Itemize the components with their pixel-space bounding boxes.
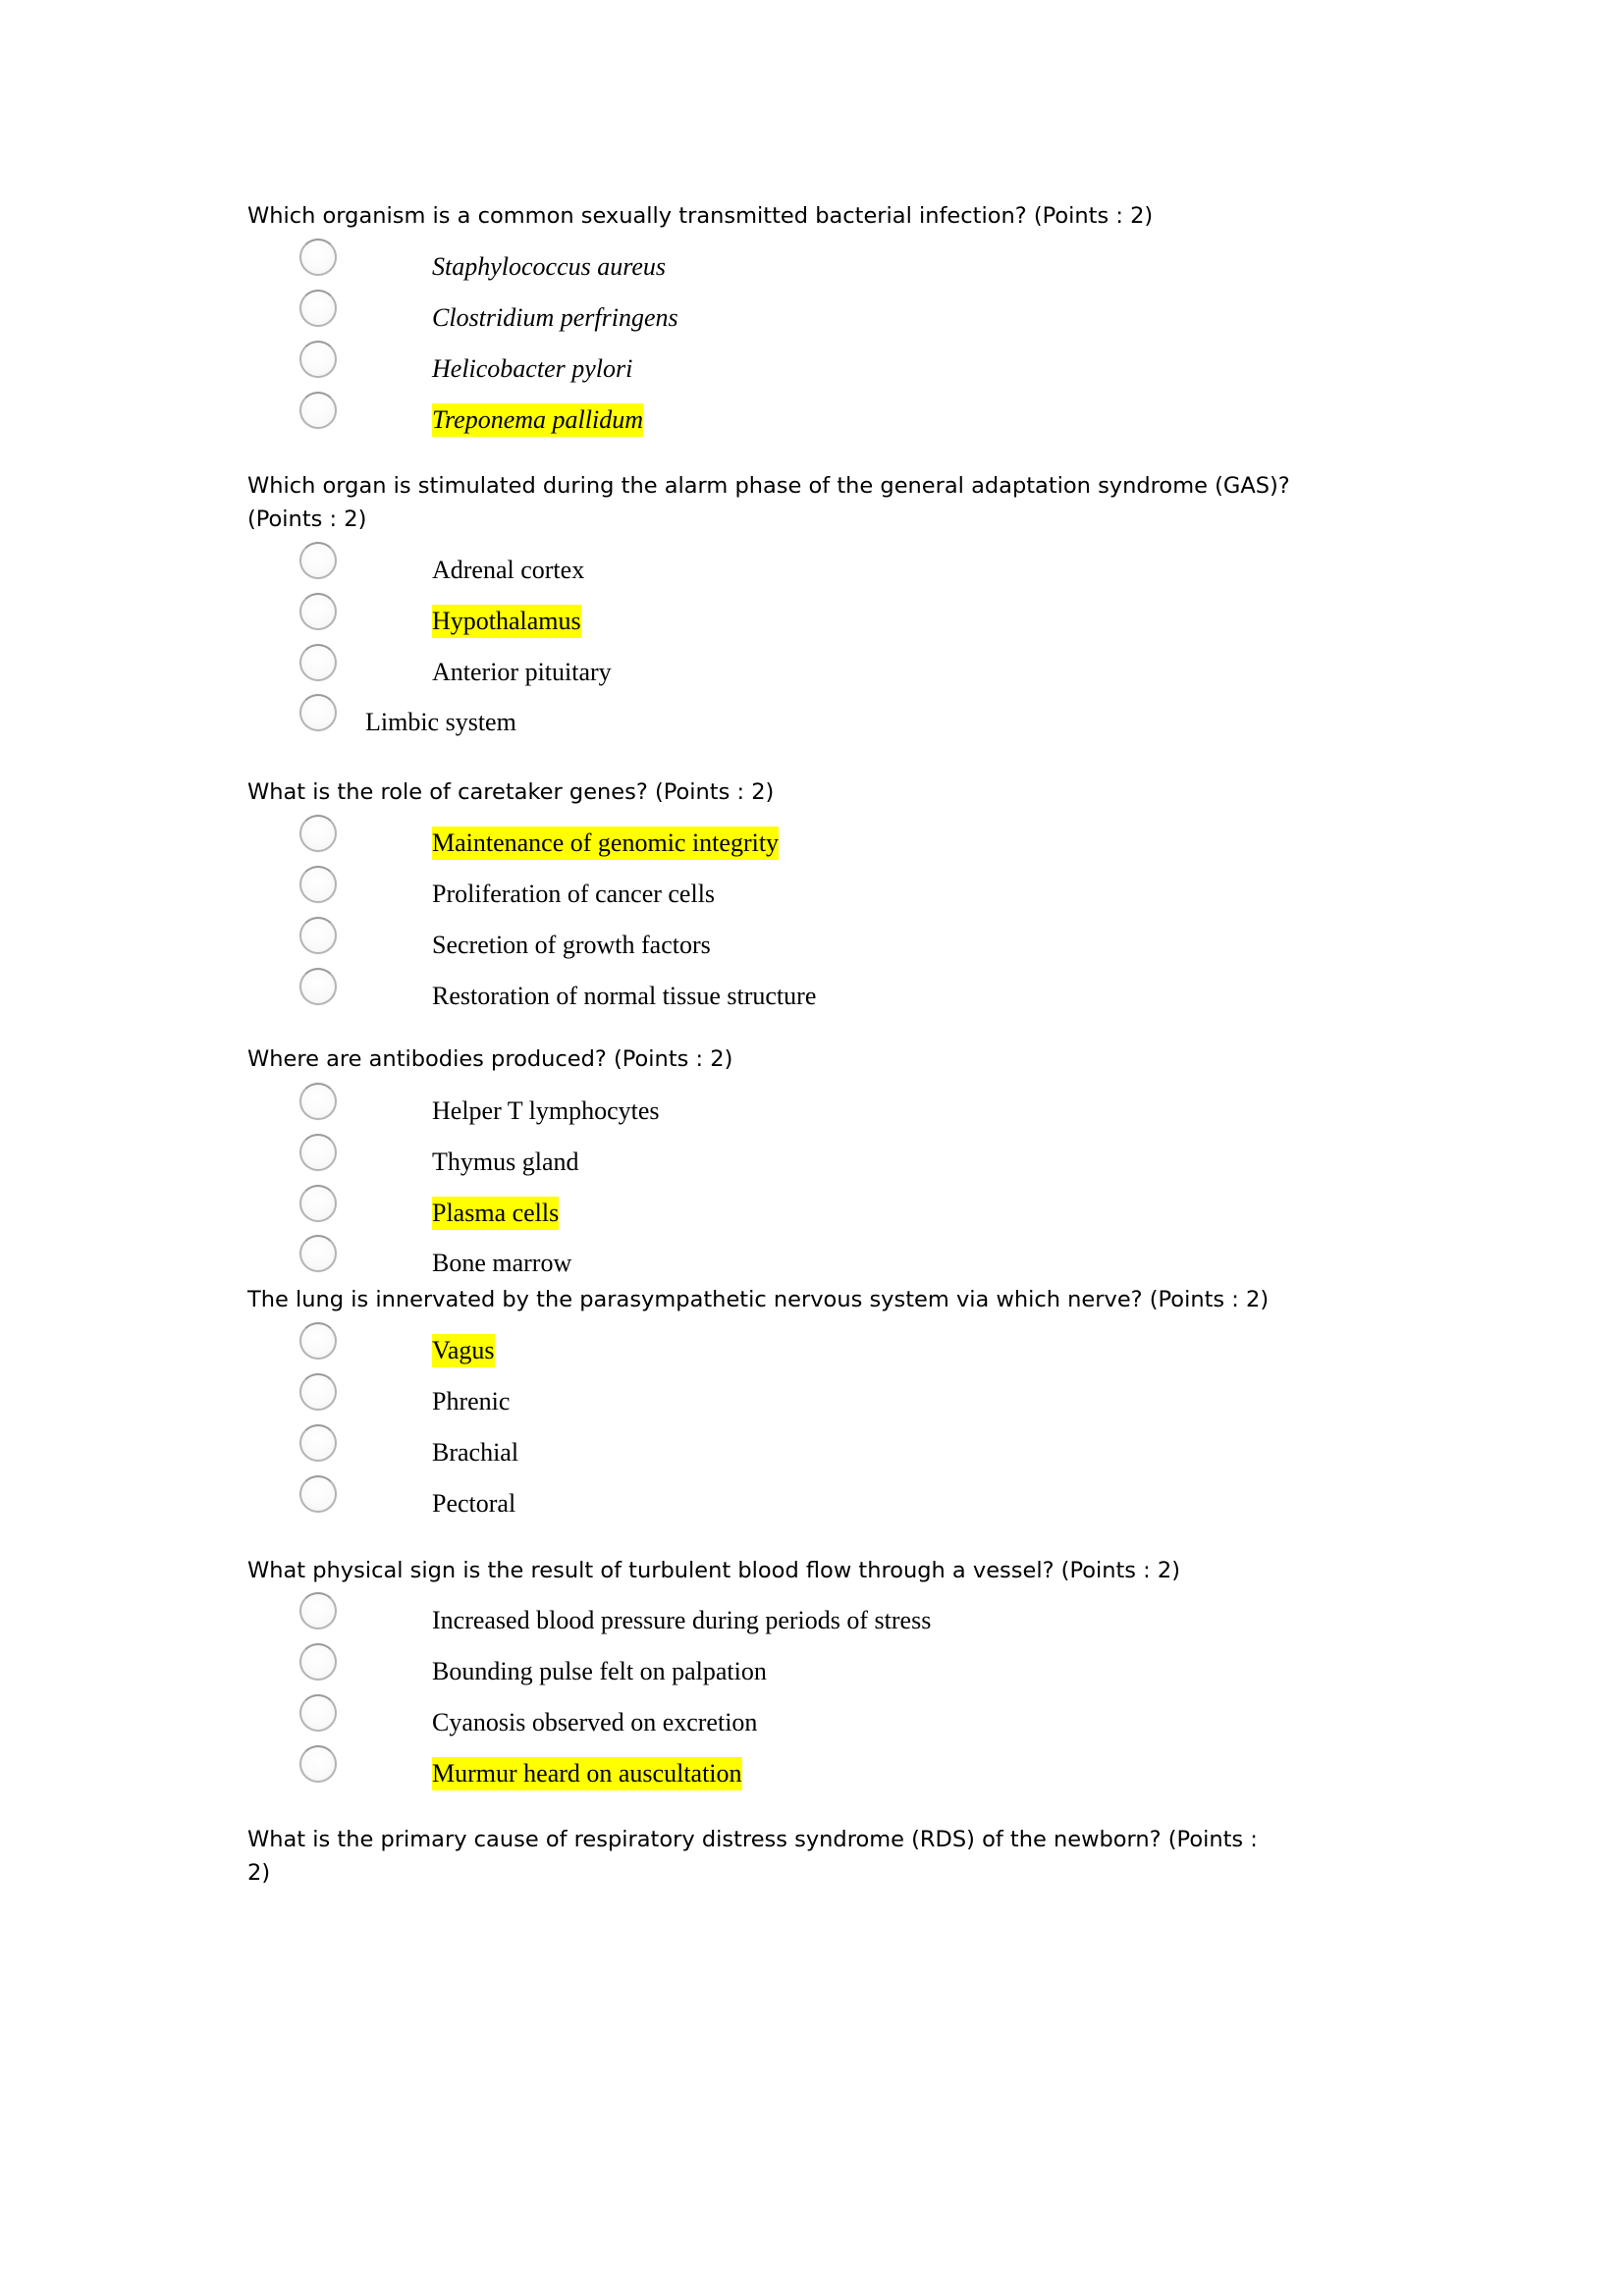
- radio-button[interactable]: [299, 1322, 337, 1360]
- answer-label: Clostridium perfringens: [432, 303, 678, 332]
- answer-option[interactable]: [299, 694, 1183, 736]
- answer-label: Phrenic: [432, 1387, 511, 1415]
- answer-option[interactable]: [299, 239, 1183, 281]
- radio-button[interactable]: [299, 239, 337, 276]
- answer-option[interactable]: [299, 1322, 1183, 1362]
- question-6: [247, 1554, 1524, 1587]
- answer-option[interactable]: [299, 1083, 1183, 1125]
- answer-label: Restoration of normal tissue structure: [432, 982, 817, 1010]
- answer-option[interactable]: [299, 815, 1183, 857]
- highlighted-answer-label: Plasma cells: [432, 1197, 559, 1230]
- highlighted-answer-label: Treponema pallidum: [432, 403, 643, 437]
- radio-button[interactable]: [299, 341, 337, 378]
- answer-label: Thymus gland: [432, 1148, 579, 1176]
- question-3: [247, 775, 1524, 809]
- answer-option[interactable]: [299, 1235, 1183, 1277]
- radio-button[interactable]: [299, 593, 337, 630]
- radio-button[interactable]: [299, 1373, 337, 1411]
- radio-button[interactable]: [299, 1643, 337, 1681]
- answer-label: Helicobacter pylori: [432, 354, 633, 383]
- answer-option[interactable]: [299, 1475, 1183, 1518]
- answer-option[interactable]: [299, 968, 1183, 1010]
- answer-option[interactable]: [299, 866, 1183, 908]
- answer-option[interactable]: [299, 1424, 1183, 1467]
- question-text: Which organism is a common sexually transmitted bacterial infection? (Points : 2): [247, 203, 1154, 229]
- radio-button[interactable]: [299, 866, 337, 903]
- radio-button[interactable]: [299, 1475, 337, 1513]
- radio-button[interactable]: [299, 694, 337, 731]
- answer-option[interactable]: [299, 1592, 1183, 1634]
- question-5: [247, 1283, 1524, 1316]
- radio-button[interactable]: [299, 1083, 337, 1120]
- answer-option[interactable]: [299, 1134, 1183, 1176]
- highlighted-answer-label: Murmur heard on auscultation: [432, 1757, 742, 1790]
- question-7: [247, 1823, 1524, 1890]
- answer-label: Helper T lymphocytes: [432, 1096, 660, 1125]
- answer-option[interactable]: [299, 290, 1183, 332]
- answer-option[interactable]: [299, 593, 1183, 635]
- question-text: Which organ is stimulated during the alarm phase of the general adaptation syndrome (GAS)?: [247, 473, 1290, 499]
- answer-option[interactable]: [299, 1694, 1183, 1734]
- question-2: [247, 469, 1524, 536]
- radio-button[interactable]: [299, 968, 337, 1005]
- answer-label: Adrenal cortex: [432, 556, 585, 584]
- answer-option[interactable]: [299, 542, 1183, 584]
- radio-button[interactable]: [299, 1134, 337, 1171]
- answer-option[interactable]: [299, 1643, 1183, 1685]
- question-points: (Points : 2): [247, 507, 367, 532]
- answer-label: Staphylococcus aureus: [432, 252, 667, 281]
- radio-button[interactable]: [299, 815, 337, 852]
- radio-button[interactable]: [299, 1745, 337, 1783]
- radio-button[interactable]: [299, 1185, 337, 1222]
- question-text: Where are antibodies produced? (Points : 2): [247, 1046, 733, 1072]
- answer-label: Bone marrow: [432, 1249, 572, 1277]
- question-text: What physical sign is the result of turbulent blood flow through a vessel? (Points : 2): [247, 1558, 1181, 1583]
- radio-button[interactable]: [299, 392, 337, 429]
- answer-label: Increased blood pressure during periods of stress: [432, 1606, 932, 1634]
- radio-button[interactable]: [299, 542, 337, 579]
- answer-label: Pectoral: [432, 1489, 516, 1518]
- question-text: What is the primary cause of respiratory distress syndrome (RDS) of the newborn? (Points :: [247, 1827, 1258, 1852]
- answer-label: Cyanosis observed on excretion: [432, 1708, 758, 1736]
- question-text: What is the role of caretaker genes? (Points : 2): [247, 779, 775, 805]
- answer-label: Secretion of growth factors: [432, 931, 711, 959]
- answer-option[interactable]: [299, 1185, 1183, 1227]
- radio-button[interactable]: [299, 290, 337, 327]
- answer-label: Anterior pituitary: [432, 658, 612, 686]
- answer-label: Bounding pulse felt on palpation: [432, 1657, 767, 1685]
- answer-option[interactable]: [299, 341, 1183, 383]
- radio-button[interactable]: [299, 1694, 337, 1732]
- answer-label: Limbic system: [365, 708, 516, 736]
- answer-label: Brachial: [432, 1438, 519, 1467]
- answer-option[interactable]: [299, 644, 1183, 686]
- highlighted-answer-label: Maintenance of genomic integrity: [432, 827, 779, 860]
- question-1: [247, 199, 1524, 233]
- answer-option[interactable]: [299, 1373, 1183, 1413]
- answer-label: Proliferation of cancer cells: [432, 880, 716, 908]
- highlighted-answer-label: Vagus: [432, 1334, 495, 1367]
- radio-button[interactable]: [299, 1592, 337, 1629]
- answer-option[interactable]: [299, 917, 1183, 959]
- radio-button[interactable]: [299, 1424, 337, 1462]
- radio-button[interactable]: [299, 917, 337, 954]
- radio-button[interactable]: [299, 1235, 337, 1272]
- question-points: 2): [247, 1860, 271, 1886]
- question-text: The lung is innervated by the parasympathetic nervous system via which nerve? (Points : 2): [247, 1287, 1270, 1312]
- question-4: [247, 1042, 1524, 1076]
- answer-option[interactable]: [299, 1745, 1183, 1788]
- answer-option[interactable]: [299, 392, 1183, 434]
- radio-button[interactable]: [299, 644, 337, 681]
- highlighted-answer-label: Hypothalamus: [432, 605, 581, 638]
